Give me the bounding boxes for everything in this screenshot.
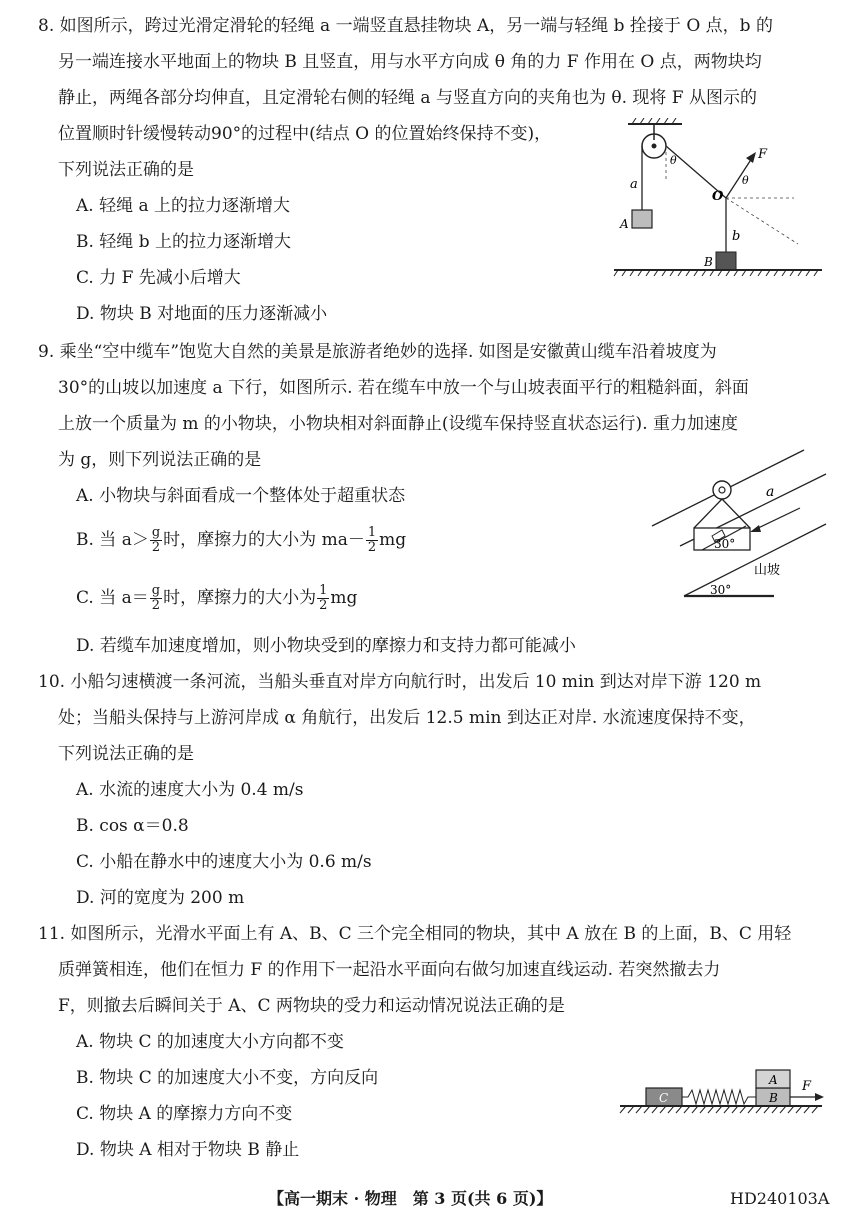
q9-option-b-frac-1 — [150, 526, 162, 555]
q9-label-slope: 山坡 — [754, 563, 781, 578]
q9-option-c-frac-1 — [150, 584, 162, 613]
q10-option-d: D. 河的宽度为 200 m — [76, 888, 245, 908]
q9-option-b-frac-2-den: 2 — [367, 540, 377, 555]
q8-line-4: 位置顺时针缓慢转动90°的过程中(结点 O 的位置始终保持不变)， — [58, 124, 552, 144]
q9-option-b-frac-2 — [366, 526, 378, 555]
q8-label-O: O — [712, 189, 724, 204]
q8-line-2: 另一端连接水平地面上的物块 B 且竖直，用与水平方向成 θ 角的力 F 作用在 O 点，两物块均 — [58, 52, 762, 72]
q9-label-angle-outer: 30° — [710, 583, 732, 597]
q11-label-A: A — [769, 1073, 778, 1087]
q10-option-c: C. 小船在静水中的速度大小为 0.6 m/s — [76, 852, 372, 872]
q11-line-1: 11. 如图所示，光滑水平面上有 A、B、C 三个完全相同的物块，其中 A 放在 B 的上面，B、C 用轻 — [38, 924, 792, 944]
q8-label-theta-2: θ — [742, 174, 749, 187]
q11-label-C: C — [659, 1091, 669, 1105]
q10-line-1: 10. 小船匀速横渡一条河流，当船头垂直对岸方向航行时，出发后 10 min 到达对岸下游 120 m — [38, 672, 762, 692]
q9-option-c-frac-1-num: g — [151, 583, 161, 598]
q9-option-c — [76, 584, 357, 613]
q9-line-4: 为 g，则下列说法正确的是 — [58, 450, 262, 470]
q9-line-2: 30°的山坡以加速度 a 下行，如图所示. 若在缆车中放一个与山坡表面平行的粗糙斜面，斜面 — [58, 378, 749, 398]
q8-label-B: B — [704, 255, 713, 269]
q11-label-F: F — [802, 1079, 812, 1094]
q8-label-F: F — [758, 147, 768, 162]
q8-option-c: C. 力 F 先减小后增大 — [76, 268, 241, 288]
q9-option-c-mid: 时，摩擦力的大小为 — [163, 588, 317, 608]
q9-option-b-frac-2-num: 1 — [367, 525, 377, 540]
q11-option-d: D. 物块 A 相对于物块 B 静止 — [76, 1140, 300, 1160]
q11-blocks-figure — [616, 1066, 828, 1120]
q9-option-b-frac-1-num: g — [151, 525, 161, 540]
q9-option-a: A. 小物块与斜面看成一个整体处于超重状态 — [76, 486, 406, 506]
q10-option-b: B. cos α＝0.8 — [76, 816, 189, 836]
q11-option-a: A. 物块 C 的加速度大小方向都不变 — [76, 1032, 344, 1052]
q10-line-3: 下列说法正确的是 — [58, 744, 194, 764]
q8-line-3: 静止，两绳各部分均伸直，且定滑轮右侧的轻绳 a 与竖直方向的夹角也为 θ. 现将 F 从图示的 — [58, 88, 757, 108]
q8-option-b: B. 轻绳 b 上的拉力逐渐增大 — [76, 232, 291, 252]
q11-option-c: C. 物块 A 的摩擦力方向不变 — [76, 1104, 293, 1124]
q9-line-1: 9. 乘坐“空中缆车”饱览大自然的美景是旅游者绝妙的选择. 如图是安徽黄山缆车沿着坡度为 — [38, 342, 717, 362]
q11-label-B: B — [769, 1091, 778, 1105]
q10-option-a: A. 水流的速度大小为 0.4 m/s — [76, 780, 304, 800]
q9-option-c-pre: C. 当 a＝ — [76, 588, 149, 608]
q8-label-b: b — [732, 229, 741, 244]
q9-option-c-frac-1-den: 2 — [151, 598, 161, 613]
q11-line-2: 质弹簧相连，他们在恒力 F 的作用下一起沿水平面向右做匀加速直线运动. 若突然撤去力 — [58, 960, 721, 980]
q9-cable-car-figure — [650, 448, 828, 604]
q9-option-c-post: mg — [330, 588, 358, 608]
q11-line-3: F，则撤去后瞬间关于 A、C 两物块的受力和运动情况说法正确的是 — [58, 996, 565, 1016]
q9-label-a: a — [766, 484, 775, 500]
q9-option-b-post: mg — [379, 530, 407, 550]
page-footer-center: 【高一期末 · 物理 第 3 页(共 6 页)】 — [268, 1189, 553, 1208]
q9-option-b-pre: B. 当 a＞ — [76, 530, 149, 550]
q9-option-b-frac-1-den: 2 — [151, 540, 161, 555]
q9-option-c-frac-2-den: 2 — [319, 598, 328, 613]
q8-label-a: a — [630, 177, 638, 192]
q9-option-b-mid: 时，摩擦力的大小为 ma－ — [163, 530, 365, 550]
q8-label-A: A — [620, 217, 629, 231]
q8-label-theta-1: θ — [670, 154, 677, 167]
q9-option-c-frac-2-num: 1 — [319, 583, 328, 598]
q9-option-d: D. 若缆车加速度增加，则小物块受到的摩擦力和支持力都可能减小 — [76, 636, 576, 656]
q8-pulley-figure — [610, 118, 830, 278]
q8-option-a: A. 轻绳 a 上的拉力逐渐增大 — [76, 196, 291, 216]
q10-line-2: 处；当船头保持与上游河岸成 α 角航行，出发后 12.5 min 到达正对岸. 水流速度保持不变， — [58, 708, 756, 728]
q9-label-angle-inner: 30° — [714, 537, 736, 551]
q8-line-5: 下列说法正确的是 — [58, 160, 194, 180]
q9-option-c-frac-2 — [317, 584, 329, 613]
q8-line-1: 8. 如图所示，跨过光滑定滑轮的轻绳 a 一端竖直悬挂物块 A，另一端与轻绳 b 拴接于 O 点，b 的 — [38, 16, 773, 36]
q11-option-b: B. 物块 C 的加速度大小不变，方向反向 — [76, 1068, 379, 1088]
q9-option-b — [76, 526, 406, 555]
q9-line-3: 上放一个质量为 m 的小物块，小物块相对斜面静止(设缆车保持竖直状态运行). 重力加速度 — [58, 414, 738, 434]
q8-option-d: D. 物块 B 对地面的压力逐渐减小 — [76, 304, 328, 324]
page-footer-code: HD240103A — [730, 1189, 830, 1208]
